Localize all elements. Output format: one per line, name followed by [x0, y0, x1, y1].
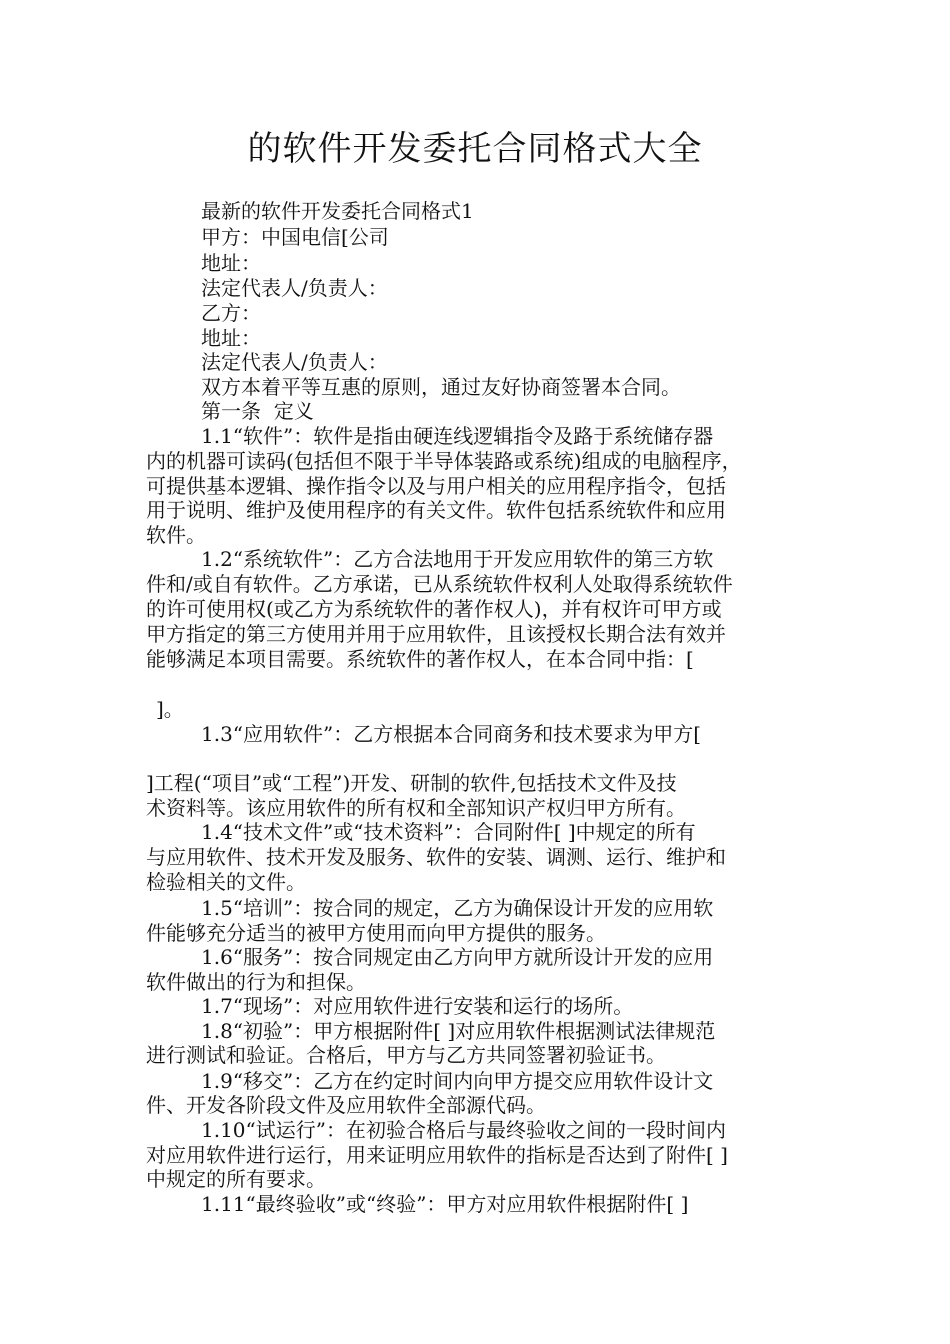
text-line: 能够满足本项目需要。系统软件的著作权人，在本合同中指：[: [146, 647, 694, 671]
text-line: 1.9“移交”：乙方在约定时间内向甲方提交应用软件设计文: [201, 1069, 714, 1093]
text-line: 件、开发各阶段文件及应用软件全部源代码。: [146, 1093, 546, 1117]
section-heading: 第一条 定义: [201, 399, 314, 423]
text-line: 地址：: [201, 251, 261, 275]
text-line: 1.11“最终验收”或“终验”：甲方对应用软件根据附件[ ]: [201, 1192, 689, 1216]
text-line: 1.4“技术文件”或“技术资料”：合同附件[ ]中规定的所有: [201, 820, 696, 844]
text-line: 件能够充分适当的被甲方使用而向甲方提供的服务。: [146, 921, 606, 945]
text-line: 甲方：中国电信[公司: [201, 225, 389, 249]
text-line: 法定代表人/负责人：: [201, 350, 388, 374]
text-line: 最新的软件开发委托合同格式1: [201, 199, 474, 223]
text-line: 的许可使用权(或乙方为系统软件的著作权人)，并有权许可甲方或: [146, 597, 722, 621]
text-line: 软件做出的行为和担保。: [146, 970, 366, 994]
text-line: 双方本着平等互惠的原则，通过友好协商签署本合同。: [201, 375, 681, 399]
text-line: 法定代表人/负责人：: [201, 276, 388, 300]
text-line: 软件。: [146, 523, 206, 547]
text-line: 1.3“应用软件”：乙方根据本合同商务和技术要求为甲方[: [201, 722, 702, 746]
text-line: 地址：: [201, 326, 261, 350]
text-line: 1.1“软件”：软件是指由硬连线逻辑指令及路于系统储存器: [201, 424, 714, 448]
text-line: 1.2“系统软件”：乙方合法地用于开发应用软件的第三方软: [201, 547, 714, 571]
text-line: 件和/或自有软件。乙方承诺，已从系统软件权利人处取得系统软件: [146, 572, 733, 596]
text-line: 对应用软件进行运行，用来证明应用软件的指标是否达到了附件[ ]: [146, 1143, 728, 1167]
text-line: 用于说明、维护及使用程序的有关文件。软件包括系统软件和应用: [146, 498, 726, 522]
text-line: 内的机器可读码(包括但不限于半导体装路或系统)组成的电脑程序，: [146, 449, 742, 473]
text-line: ]。: [156, 697, 184, 721]
text-line: 与应用软件、技术开发及服务、软件的安装、调测、运行、维护和: [146, 845, 726, 869]
text-line: 乙方：: [201, 301, 261, 325]
text-line: 1.8“初验”：甲方根据附件[ ]对应用软件根据测试法律规范: [201, 1019, 716, 1043]
text-line: ]工程(“项目”或“工程”)开发、研制的软件,包括技术文件及技: [146, 771, 677, 795]
text-line: 中规定的所有要求。: [146, 1167, 326, 1191]
text-line: 1.6“服务”：按合同规定由乙方向甲方就所设计开发的应用: [201, 945, 714, 969]
text-line: 1.7“现场”：对应用软件进行安装和运行的场所。: [201, 994, 634, 1018]
text-line: 术资料等。该应用软件的所有权和全部知识产权归甲方所有。: [146, 796, 686, 820]
text-line: 1.10“试运行”：在初验合格后与最终验收之间的一段时间内: [201, 1118, 726, 1142]
text-line: 检验相关的文件。: [146, 870, 306, 894]
text-line: 甲方指定的第三方使用并用于应用软件，且该授权长期合法有效并: [146, 622, 726, 646]
document-title: 的软件开发委托合同格式大全: [247, 129, 703, 169]
text-line: 可提供基本逻辑、操作指令以及与用户相关的应用程序指令，包括: [146, 474, 726, 498]
text-line: 进行测试和验证。合格后，甲方与乙方共同签署初验证书。: [146, 1043, 666, 1067]
text-line: 1.5“培训”：按合同的规定，乙方为确保设计开发的应用软: [201, 896, 714, 920]
